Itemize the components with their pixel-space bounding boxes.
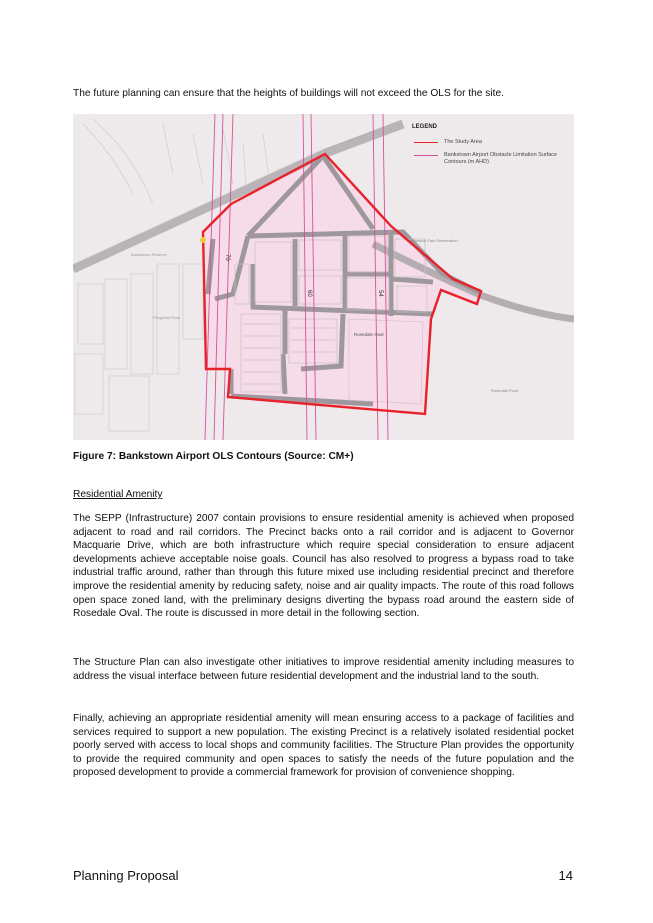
label-rosedale-oval: Rosedale Oval	[354, 332, 384, 337]
figure-caption: Figure 7: Bankstown Airport OLS Contours (Source: CM+)	[73, 451, 354, 462]
section-heading: Residential Amenity	[73, 489, 163, 500]
paragraph: The Structure Plan can also investigate other initiatives to improve residential amenity including measures to address the visual interface between future residential development and the industrial land to the south.	[73, 657, 574, 682]
paragraph: The SEPP (Infrastructure) 2007 contain provisions to ensure residential amenity is achieved when proposed adjacent to road and rail corridors. The Precinct backs onto a rail corridor and is adjacent to Governor Macquarie Drive, which are both infrastructure which require special consideration to ensure adjacent developments achieve acceptable noise goals. Council has also resolved to progress a bypass road to take industrial traffic around, rather than through this future mixed use including residential precinct and therefore improve the residential amenity by reducing safety, noise and air quality impacts. The route of this road follows open space zoned land, with the preliminary designs diverting the bypass road around the eastern side of Rosedale Oval. The route is discussed in more detail in the following section.	[73, 513, 574, 620]
label-reserve: Bankstown Reserve	[131, 252, 167, 257]
legend-label: The Study Area	[444, 139, 482, 145]
intro-text: The future planning can ensure that the heights of buildings will not exceed the OLS for the site.	[73, 88, 504, 99]
legend-title: LEGEND	[412, 124, 438, 130]
footer-title: Planning Proposal	[73, 868, 179, 883]
contour-label-70: 70	[224, 254, 230, 261]
legend-swatch-red	[414, 142, 438, 143]
legend-item-ols-contours	[412, 152, 572, 166]
label-rosedale-pond: Rosedale Pond	[491, 388, 519, 393]
legend-label: Bankstown Airport Obstacle Limitation Surface Contours (m AHD)	[444, 152, 558, 165]
paragraph: Finally, achieving an appropriate residential amenity will mean ensuring access to a package of facilities and services required to support a new population. The existing Precinct is a relatively isolated residential pocket poorly served with access to local shops and community facilities. The Structure Plan provides the opportunity to provide the required community and open spaces to satisfy the needs of the future population and the proposed development to provide a commercial framework for provision of convenience shopping.	[73, 713, 574, 779]
contour-label-54: 54	[377, 290, 383, 297]
label-park: Fitzgerald Park	[153, 315, 180, 320]
page-number: 14	[558, 868, 573, 883]
legend-item-study-area	[412, 139, 572, 146]
label-warwick-park: Warwick Park Reservation	[411, 238, 458, 243]
contour-label-60: 60	[306, 290, 312, 297]
bus-stop-marker	[200, 237, 206, 243]
map-legend	[412, 124, 572, 172]
legend-swatch-pink	[414, 155, 438, 156]
